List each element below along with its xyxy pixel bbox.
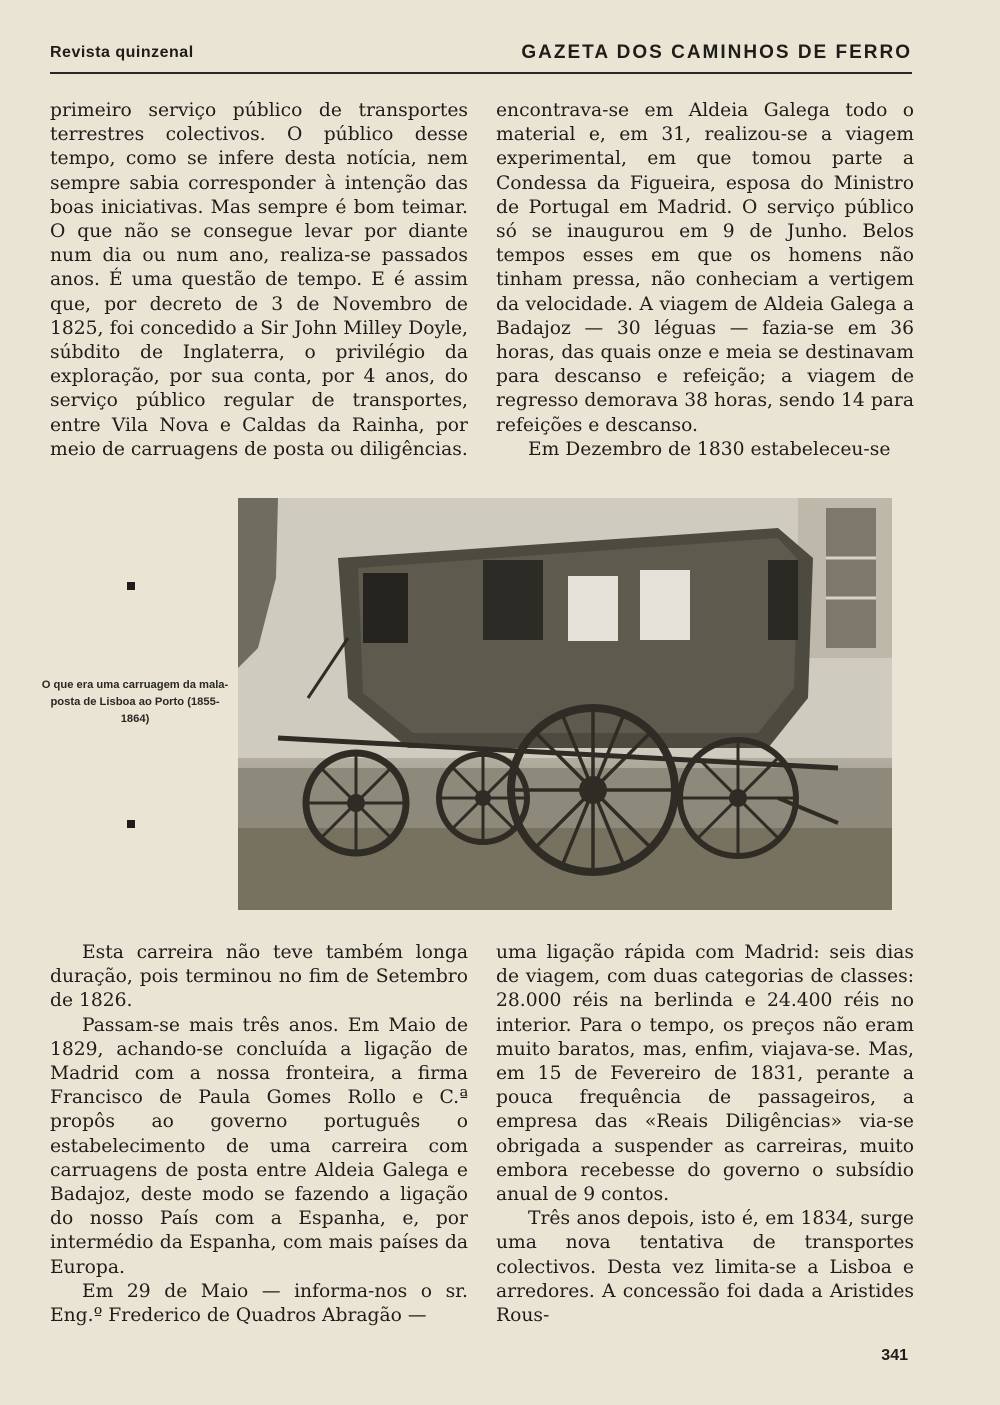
paragraph: primeiro serviço público de transportes terrestres colectivos. O público desse tempo, como se infere desta notícia, nem sempre sabia corresponder à intenção das boas iniciativas. Mas sempre é bom teimar. O que não se consegue levar por diante num dia ou num ano, realiza-se passados anos. É uma questão de tempo. E é assim que, por decreto de 3 de Novembro de 1825, foi concedido a Sir John Milley Doyle, súbdito de Inglaterra, o privilégio da exploração, por sua conta, por 4 anos, do serviço público regular de transportes, entre Vila Nova e Caldas da Rainha, por meio de carruagens de posta ou diligências. [50,100,468,460]
paragraph: Três anos depois, isto é, em 1834, surge uma nova tentativa de transportes colectivos. Desta vez limita-se a Lisboa e arredores. A concessão foi dada a Aristides Rous- [496,1208,914,1327]
header-right: GAZETA DOS CAMINHOS DE FERRO [521,42,912,63]
paragraph: Em 29 de Maio — informa-nos o sr. Eng.º Frederico de Quadros Abragão — [50,1280,468,1327]
paragraph: uma ligação rápida com Madrid: seis dias de viagem, com duas categorias de classes: 28.000 réis na berlinda e 24.400 réis no interior. Para o tempo, os preços não eram muito baratos, mas, enfim, viajava-se. Mas, em 15 de Fevereiro de 1831, perante a pouca frequência de passageiros, a empresa das «Reais Diligências» via-se obrigada a suspender as carreiras, muito embora recebesse do governo o subsídio anual de 9 contos. [496,942,914,1206]
header-rule [50,72,912,74]
page-number: 341 [881,1347,908,1364]
column-bottom-right [496,941,914,1328]
stagecoach-illustration [238,498,892,910]
paragraph: Em Dezembro de 1830 estabeleceu-se [528,438,891,460]
caption-bullet-bottom [127,820,135,828]
header-left: Revista quinzenal [50,44,194,61]
column-top-left [50,99,468,462]
caption-bullet-top [127,582,135,590]
paragraph: Esta carreira não teve também longa duração, pois terminou no fim de Setembro de 1826. [50,942,468,1012]
column-top-right [496,99,914,462]
stagecoach-photograph [238,498,892,910]
running-header [50,38,912,68]
column-bottom-left [50,941,468,1328]
paragraph: Passam-se mais três anos. Em Maio de 1829, achando-se concluída a ligação de Madrid com a nossa fronteira, a firma Francisco de Paula Gomes Rollo e C.ª propôs ao governo português o estabelecimento de uma carreira com carruagens de posta entre Aldeia Galega e Badajoz, deste modo se fazendo a ligação do nosso País com a Espanha, e, por intermédio da Espanha, com mais países da Europa. [50,1014,468,1278]
paragraph: encontrava-se em Aldeia Galega todo o material e, em 31, realizou-se a viagem experimental, em que tomou parte a Condessa da Figueira, esposa do Ministro de Portugal em Madrid. O serviço público só se inaugurou em 9 de Junho. Belos tempos esses em que os homens não tinham pressa, não conheciam a vertigem da velocidade. A viagem de Aldeia Galega a Badajoz — 30 léguas — fazia-se em 36 horas, das quais onze e meia se destinavam para descanso e refeição; a viagem de regresso demorava 38 horas, sendo 14 para refeições e descanso. [496,100,914,436]
figure-caption: O que era uma carruagem da mala-posta de Lisboa ao Porto (1855-1864) [41,679,229,725]
